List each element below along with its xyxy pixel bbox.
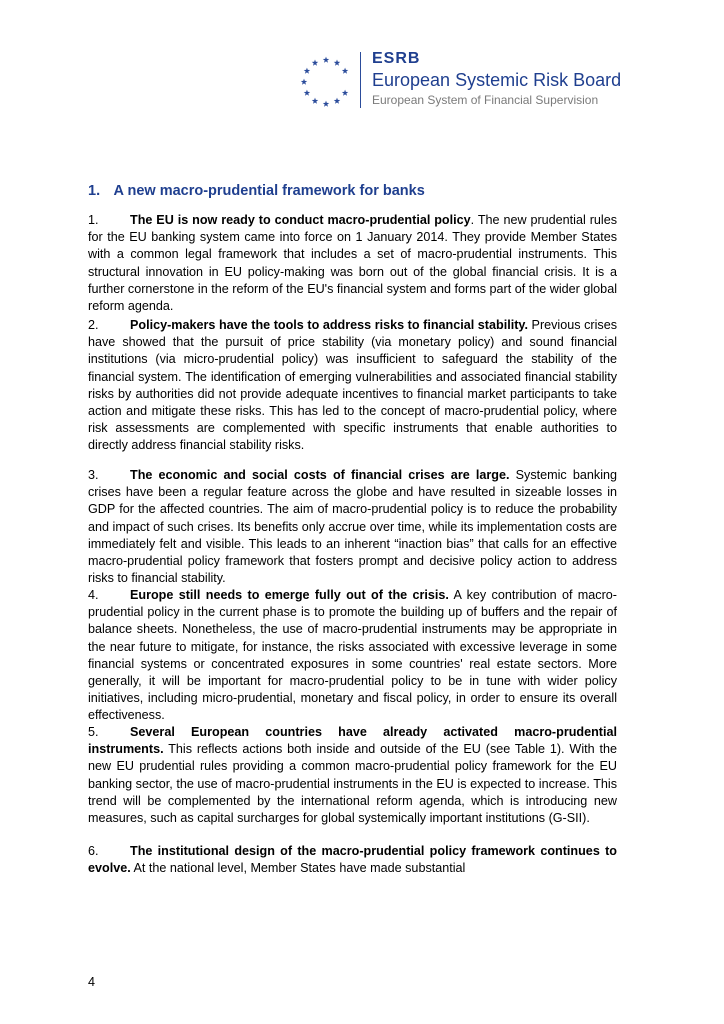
paragraph-body: A key contribution of macro-prudential policy in the current phase is to promote the building up of buffers and the repair of balance sheets. Nonetheless, the use of macro-prudential instruments may be appropriate in the near future to mitigate, for instance, the risks associated with excessive leverage in some financial systems or concentrated exposures in some countries' real estate sectors. More generally, it will be important for macro-prudential policy to be in tune with wider policy initiatives, including micro-prudential, monetary and fiscal policy, in order to ensure its overall effectiveness. <box>88 588 617 723</box>
logo-subtitle: European System of Financial Supervision <box>372 93 599 107</box>
paragraph-body: This reflects actions both inside and outside of the EU (see Table 1). With the new EU prudential rules providing a common macro-prudential policy framework for the EU banking sector, the use of macro-prudential instruments in the EU is expected to increase. This trend will be complemented by the international reform agenda, which is introducing new measures, such as capital surcharges for global systemically important institutions (G-SII). <box>88 742 617 826</box>
eu-stars-icon <box>300 54 356 110</box>
star-icon <box>304 68 310 74</box>
esrb-logo <box>300 50 620 110</box>
paragraph-lead: The economic and social costs of financial crises are large. <box>130 468 510 482</box>
logo-name: European Systemic Risk Board <box>372 70 622 90</box>
star-icon <box>334 60 340 66</box>
logo-divider <box>360 52 361 108</box>
paragraph-number: 5. <box>88 725 99 739</box>
page-number: 4 <box>88 975 96 989</box>
star-icon <box>342 90 348 96</box>
section-title: A new macro-prudential framework for banks <box>113 183 425 199</box>
star-icon <box>334 98 340 104</box>
paragraph-number: 4. <box>88 588 99 602</box>
paragraph-lead: The institutional design of the macro-prudential policy framework continues to evolve. <box>88 844 617 876</box>
star-icon <box>323 101 329 107</box>
star-icon <box>323 57 329 63</box>
section-heading <box>88 183 425 199</box>
paragraph-lead: The EU is now ready to conduct macro-prudential policy <box>130 213 471 227</box>
logo-abbreviation: ESRB <box>372 50 421 67</box>
star-icon <box>342 68 348 74</box>
section-number: 1. <box>88 183 101 199</box>
star-icon <box>312 98 318 104</box>
paragraph-body: Systemic banking crises have been a regular feature across the globe and have resulted in sizeable losses in GDP for the affected countries. The aim of macro-prudential policy is to reduce the probability and impact of such crises. Its benefits only accrue over time, while its implementation costs are immediately felt and visible. This leads to an inherent “inaction bias” that calls for an effective macro-prudential policy framework that fosters prompt and decisive policy action to address risks to financial stability. <box>88 468 617 586</box>
star-icon <box>312 60 318 66</box>
paragraph-body: . The new prudential rules for the EU banking system came into force on 1 January 2014. They provide Member States with a common legal framework that includes a set of macro-prudential instruments. This structural innovation in EU policy-making was born out of the global financial crisis. It is a further cornerstone in the reform of the EU's financial system and forms part of the wider global reform agenda. <box>88 213 617 314</box>
paragraph-lead: Policy-makers have the tools to address risks to financial stability. <box>130 318 528 332</box>
paragraph-number: 1. <box>88 213 99 227</box>
paragraph-3 <box>88 467 617 587</box>
paragraph-number: 3. <box>88 468 99 482</box>
paragraph-number: 6. <box>88 844 99 858</box>
paragraph-lead: Europe still needs to emerge fully out of the crisis. <box>130 588 449 602</box>
paragraph-body: Previous crises have showed that the pursuit of price stability (via monetary policy) and sound financial institutions (via micro-prudential policy) was insufficient to safeguard the stability of the financial system. The identification of emerging vulnerabilities and associated financial stability risks by authorities did not provide adequate incentives to financial market participants to take action and mitigate these risks. This has led to the concept of macro-prudential policy, where risk assessments are complemented with specific instruments that enable authorities to directly address financial stability risks. <box>88 318 617 453</box>
paragraph-5 <box>88 724 617 827</box>
paragraph-4 <box>88 587 617 725</box>
paragraph-2 <box>88 317 617 455</box>
paragraph-1 <box>88 212 617 315</box>
star-icon <box>301 79 307 85</box>
star-icon <box>304 90 310 96</box>
paragraph-6 <box>88 843 617 877</box>
paragraph-lead: Several European countries have already activated macro-prudential instruments. <box>88 725 617 757</box>
paragraph-number: 2. <box>88 318 99 332</box>
paragraph-body: At the national level, Member States have made substantial <box>130 861 466 876</box>
